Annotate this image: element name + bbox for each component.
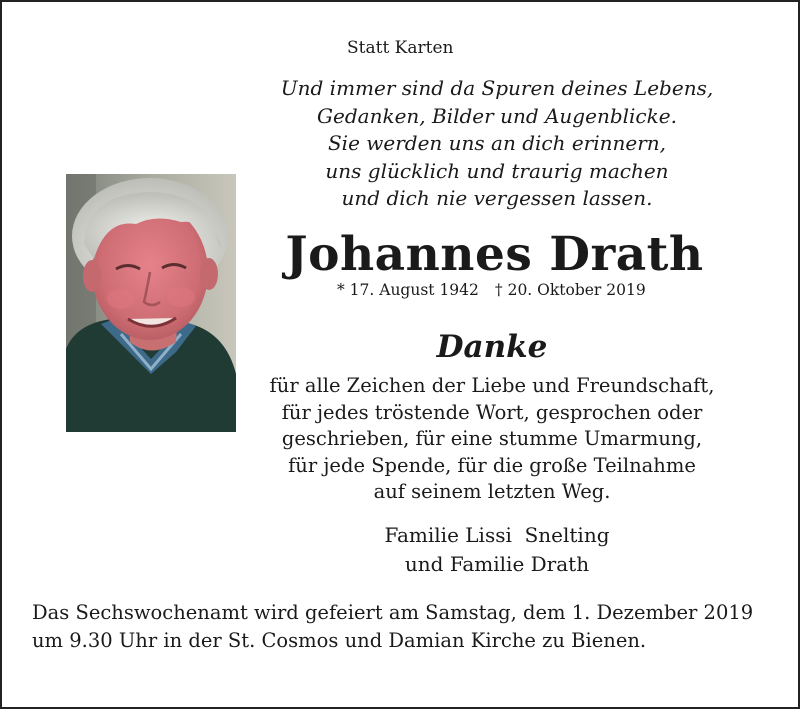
memorial-poem <box>267 75 727 213</box>
thanks-line: geschrieben, für eine stumme Umarmung, <box>281 427 703 450</box>
poem-line: und dich nie vergessen lassen. <box>341 186 653 210</box>
portrait-photo <box>66 174 236 432</box>
thanks-line: auf seinem letzten Weg. <box>373 480 611 503</box>
footer-line: Das Sechswochenamt wird gefeiert am Samstag, dem 1. Dezember 2019 <box>32 601 754 624</box>
poem-line: Sie werden uns an dich erinnern, <box>327 131 667 155</box>
header-note: Statt Karten <box>347 38 454 58</box>
life-dates <box>337 281 672 299</box>
thanks-message <box>252 373 732 506</box>
family-line: Familie Lissi Snelting <box>384 523 610 547</box>
service-announcement <box>32 599 792 655</box>
footer-line: um 9.30 Uhr in der St. Cosmos und Damian Kirche zu Bienen. <box>32 629 647 652</box>
deceased-name: Johannes Drath <box>285 227 704 282</box>
thanks-line: für alle Zeichen der Liebe und Freundschaft, <box>269 374 715 397</box>
poem-line: Und immer sind da Spuren deines Lebens, <box>280 76 714 100</box>
death-date: † 20. Oktober 2019 <box>494 281 646 299</box>
thanks-heading: Danke <box>436 329 548 365</box>
birth-date: * 17. August 1942 <box>337 281 479 299</box>
thanks-line: für jedes tröstende Wort, gesprochen oder <box>281 400 703 424</box>
family-line: und Familie Drath <box>404 552 590 576</box>
poem-line: Gedanken, Bilder und Augenblicke. <box>317 103 677 128</box>
thanks-line: für jede Spende, für die große Teilnahme <box>288 453 696 477</box>
family-signature <box>302 521 692 579</box>
poem-line: uns glücklich und traurig machen <box>325 158 669 183</box>
